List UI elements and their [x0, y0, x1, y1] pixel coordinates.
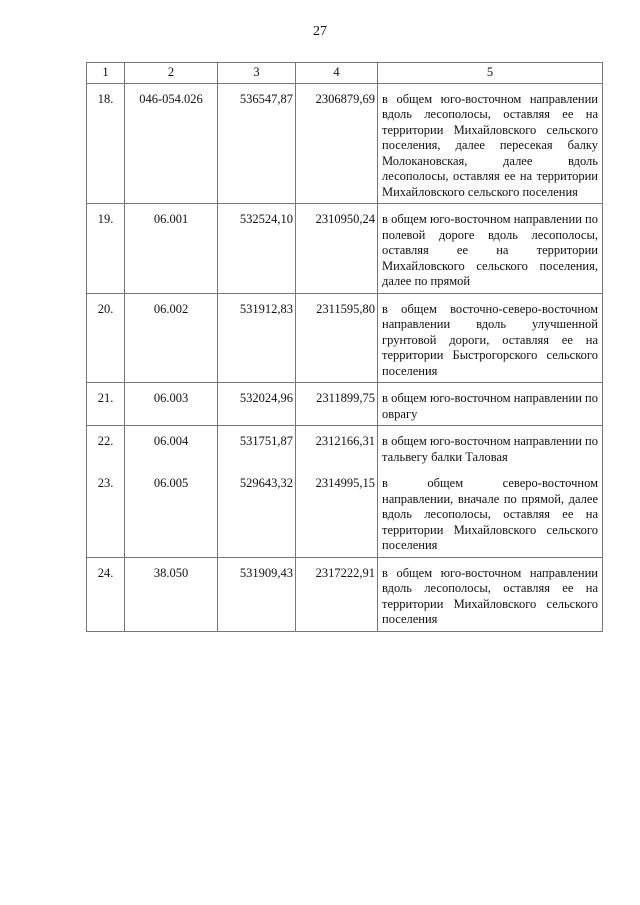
y-coordinate: 2312166,31	[296, 426, 378, 469]
point-code: 06.004	[125, 426, 218, 469]
y-coordinate: 2311899,75	[296, 383, 378, 426]
y-coordinate: 2317222,91	[296, 557, 378, 631]
row-number: 21.	[87, 383, 125, 426]
table-row	[87, 557, 603, 631]
table-row	[87, 83, 603, 204]
x-coordinate: 531909,43	[218, 557, 296, 631]
point-code: 38.050	[125, 557, 218, 631]
row-number: 24.	[87, 557, 125, 631]
y-coordinate: 2310950,24	[296, 204, 378, 294]
point-code: 046-054.026	[125, 83, 218, 204]
boundary-description: в общем северо-восточном направлении, вначале по прямой, далее вдоль лесополосы, оставляя ее на территории Михайловского сельского поселения	[378, 468, 603, 557]
row-number: 22.	[87, 426, 125, 469]
x-coordinate: 532024,96	[218, 383, 296, 426]
y-coordinate: 2314995,15	[296, 468, 378, 557]
header-row	[87, 63, 603, 84]
point-code: 06.005	[125, 468, 218, 557]
boundary-description: в общем юго-восточном направлении вдоль лесополосы, оставляя ее на территории Михайловского сельского поселения, далее пересекая балку Молокановская, далее вдоль лесополосы, оставляя ее на территории Михайловского сельского поселения	[378, 83, 603, 204]
boundary-description: в общем восточно-северо-восточном направлении вдоль улучшенной грунтовой дороги, оставляя ее на территории Быстрогорского сельского поселения	[378, 293, 603, 383]
table-row	[87, 204, 603, 294]
table-row	[87, 468, 603, 557]
y-coordinate: 2311595,80	[296, 293, 378, 383]
column-header: 1	[87, 63, 125, 84]
table-row	[87, 383, 603, 426]
y-coordinate: 2306879,69	[296, 83, 378, 204]
page-number: 27	[313, 24, 327, 39]
row-number: 23.	[87, 468, 125, 557]
boundary-description: в общем юго-восточном направлении вдоль лесополосы, оставляя ее на территории Михайловского сельского поселения	[378, 557, 603, 631]
column-header: 5	[378, 63, 603, 84]
point-code: 06.003	[125, 383, 218, 426]
column-header: 2	[125, 63, 218, 84]
boundary-table	[86, 62, 603, 632]
table-row	[87, 426, 603, 469]
column-header: 3	[218, 63, 296, 84]
row-number: 18.	[87, 83, 125, 204]
x-coordinate: 531912,83	[218, 293, 296, 383]
column-header: 4	[296, 63, 378, 84]
x-coordinate: 532524,10	[218, 204, 296, 294]
boundary-description: в общем юго-восточном направлении по полевой дороге вдоль лесополосы, оставляя ее на территории Михайловского сельского поселения, далее по прямой	[378, 204, 603, 294]
row-number: 20.	[87, 293, 125, 383]
table-row	[87, 293, 603, 383]
point-code: 06.001	[125, 204, 218, 294]
x-coordinate: 531751,87	[218, 426, 296, 469]
point-code: 06.002	[125, 293, 218, 383]
x-coordinate: 536547,87	[218, 83, 296, 204]
boundary-description: в общем юго-восточном направлении по оврагу	[378, 383, 603, 426]
row-number: 19.	[87, 204, 125, 294]
x-coordinate: 529643,32	[218, 468, 296, 557]
boundary-description: в общем юго-восточном направлении по тальвегу балки Таловая	[378, 426, 603, 469]
